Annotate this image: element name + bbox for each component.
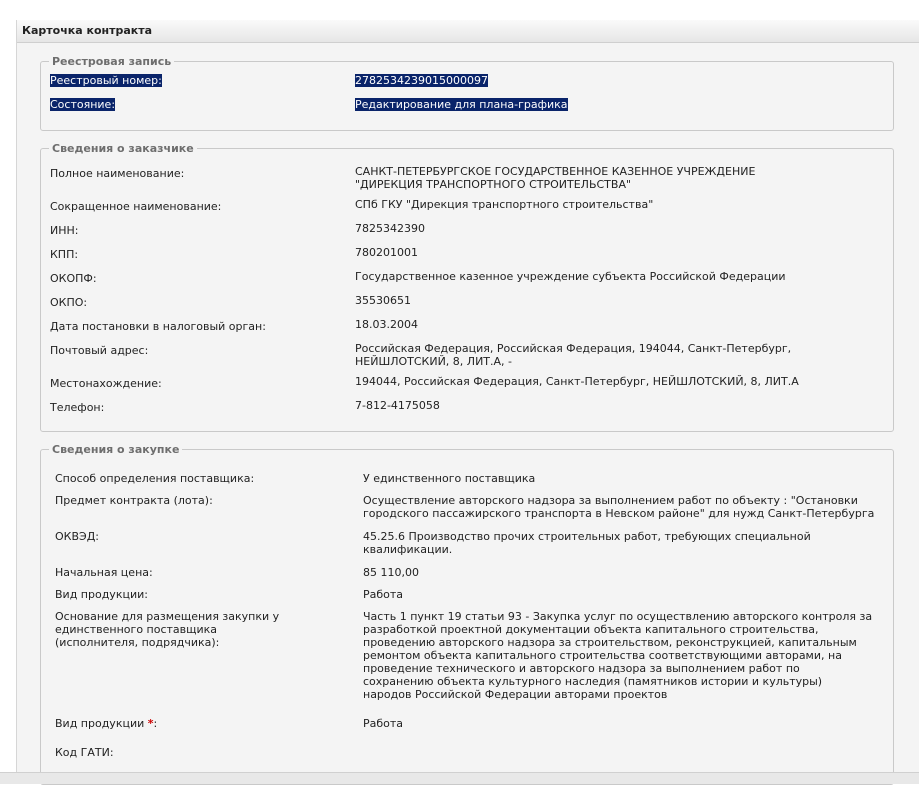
customer-value: Российская Федерация, Российская Федерация, 194044, Санкт-Петербург, НЕЙШЛОТСКИЙ, 8, ЛИТ.А, - — [355, 342, 792, 368]
customer-value: 194044, Российская Федерация, Санкт-Петербург, НЕЙШЛОТСКИЙ, 8, ЛИТ.А — [355, 375, 799, 388]
purchase-value: У единственного поставщика — [363, 472, 536, 485]
registry-number-label: Реестровый номер: — [50, 74, 162, 87]
contract-card-window — [16, 20, 919, 772]
registry-fieldset — [40, 55, 894, 131]
customer-value: 7-812-4175058 — [355, 399, 440, 412]
purchase-legend: Сведения о закупке — [52, 443, 180, 456]
purchase-label: Вид продукции: — [55, 588, 148, 601]
customer-label: КПП: — [50, 248, 79, 261]
purchase-label: ОКВЭД: — [55, 530, 99, 543]
registry-legend: Реестровая запись — [52, 55, 172, 68]
purchase-value: 85 110,00 — [363, 566, 419, 579]
customer-value: 780201001 — [355, 246, 418, 259]
customer-value: Государственное казенное учреждение субъекта Российской Федерации — [355, 270, 786, 283]
purchase-label: Предмет контракта (лота): — [55, 494, 213, 507]
customer-label: ИНН: — [50, 224, 79, 237]
purchase-value: Осуществление авторского надзора за выполнением работ по объекту : "Остановки городского пассажирского транспорта в Невском районе" для нужд Санкт-Петербурга — [363, 494, 875, 520]
customer-legend: Сведения о заказчике — [52, 142, 194, 155]
registry-state-label: Состояние: — [50, 98, 116, 111]
customer-label: Сокращенное наименование: — [50, 200, 222, 213]
purchase-value: Работа — [363, 588, 404, 601]
customer-label: Почтовый адрес: — [50, 344, 149, 357]
window-title: Карточка контракта — [17, 20, 919, 43]
registry-number-value: 2782534239015000097 — [355, 74, 488, 87]
customer-label: Местонахождение: — [50, 377, 162, 390]
customer-value: 7825342390 — [355, 222, 425, 235]
customer-label: ОКПО: — [50, 296, 88, 309]
purchase-value: Работа — [363, 717, 404, 730]
purchase-value: 45.25.6 Производство прочих строительных работ, требующих специальной квалификации. — [363, 530, 811, 556]
customer-value: 35530651 — [355, 294, 411, 307]
required-mark: * — [147, 717, 154, 730]
purchase-label: Начальная цена: — [55, 566, 153, 579]
customer-label: Дата постановки в налоговый орган: — [50, 320, 266, 333]
purchase-label-wrap — [55, 717, 157, 730]
purchase-label: Основание для размещения закупки у единственного поставщика (исполнителя, подрядчика): — [55, 610, 280, 649]
customer-label: ОКОПФ: — [50, 272, 97, 285]
purchase-label: Вид продукции — [55, 717, 145, 730]
horizontal-scrollbar[interactable] — [0, 772, 919, 784]
customer-value: 18.03.2004 — [355, 318, 418, 331]
purchase-value: Часть 1 пункт 19 статьи 93 - Закупка услуг по осуществлению авторского контроля за разработкой проектной документации объекта капитального строительства, проведению авторского надзора за строительством, реконструкцией, капитальным ремонтом объекта капитального строительства соответствующими авторами, на проведение технического и авторского надзора за выполнением работ по сохранению объекта культурного наследия (памятников истории и культуры) народов Российской Федерации авторами проектов — [363, 610, 873, 701]
customer-value: САНКТ-ПЕТЕРБУРГСКОЕ ГОСУДАРСТВЕННОЕ КАЗЕННОЕ УЧРЕЖДЕНИЕ "ДИРЕКЦИЯ ТРАНСПОРТНОГО СТРОИТЕЛЬСТВА" — [355, 165, 756, 191]
customer-label: Телефон: — [50, 401, 105, 414]
customer-value: СПб ГКУ "Дирекция транспортного строительства" — [355, 198, 654, 211]
customer-label: Полное наименование: — [50, 167, 185, 180]
purchase-label: Код ГАТИ: — [55, 746, 114, 759]
purchase-label: Способ определения поставщика: — [55, 472, 255, 485]
registry-state-value: Редактирование для плана-графика — [355, 98, 568, 111]
label-suffix: : — [153, 717, 158, 730]
